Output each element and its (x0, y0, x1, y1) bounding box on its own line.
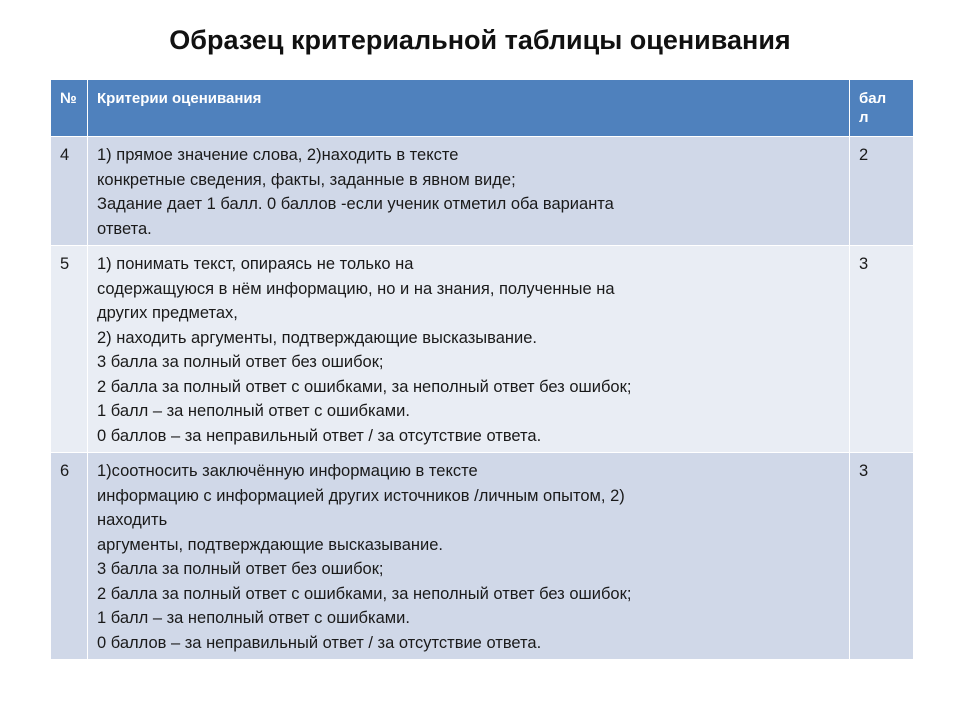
criteria-table (50, 79, 914, 660)
header-number: № (51, 80, 88, 137)
slide-title: Образец критериальной таблицы оценивания (169, 25, 791, 55)
row-number: 6 (51, 453, 88, 660)
criteria-line: конкретные сведения, факты, заданные в явном виде; (97, 170, 516, 189)
row-criteria (88, 246, 850, 453)
criteria-line: 1)соотносить заключённую информацию в тексте (97, 462, 478, 480)
row-criteria (88, 453, 850, 660)
criteria-line: 0 баллов – за неправильный ответ / за отсутствие ответа. (97, 633, 542, 652)
row-score: 2 (850, 137, 914, 246)
header-criteria: Критерии оценивания (88, 80, 850, 137)
criteria-line: 1 балл – за неполный ответ с ошибками. (97, 609, 410, 627)
row-number: 4 (51, 137, 88, 246)
criteria-line: 2) находить аргументы, подтверждающие высказывание. (97, 328, 538, 347)
header-score-line: бал (859, 90, 887, 107)
table-row (51, 453, 914, 660)
table-row (51, 246, 914, 453)
criteria-line: ответа. (97, 219, 152, 238)
table-row (51, 137, 914, 246)
row-criteria (88, 137, 850, 246)
criteria-line: 3 балла за полный ответ без ошибок; (97, 353, 384, 371)
criteria-line: Задание дает 1 балл. 0 баллов -если ученик отметил оба варианта (97, 195, 614, 213)
criteria-line: 3 балла за полный ответ без ошибок; (97, 560, 384, 578)
criteria-line: 1) понимать текст, опираясь не только на (97, 255, 414, 273)
criteria-line: находить (97, 511, 168, 529)
criteria-line: аргументы, подтверждающие высказывание. (97, 535, 444, 554)
criteria-line: содержащуюся в нём информацию, но и на знания, полученные на (97, 279, 615, 298)
criteria-line: 2 балла за полный ответ с ошибками, за неполный ответ без ошибок; (97, 584, 632, 603)
row-number: 5 (51, 246, 88, 453)
row-score: 3 (850, 246, 914, 453)
header-score (850, 80, 914, 137)
criteria-line: 2 балла за полный ответ с ошибками, за неполный ответ без ошибок; (97, 377, 632, 396)
criteria-line: 1) прямое значение слова, 2)находить в тексте (97, 146, 459, 164)
table-header-row (51, 80, 914, 137)
criteria-line: 1 балл – за неполный ответ с ошибками. (97, 402, 410, 420)
criteria-line: других предметах, (97, 304, 238, 322)
criteria-line: 0 баллов – за неправильный ответ / за отсутствие ответа. (97, 426, 542, 445)
row-score: 3 (850, 453, 914, 660)
header-score-line: л (859, 109, 869, 126)
criteria-line: информацию с информацией других источников /личным опытом, 2) (97, 486, 625, 505)
